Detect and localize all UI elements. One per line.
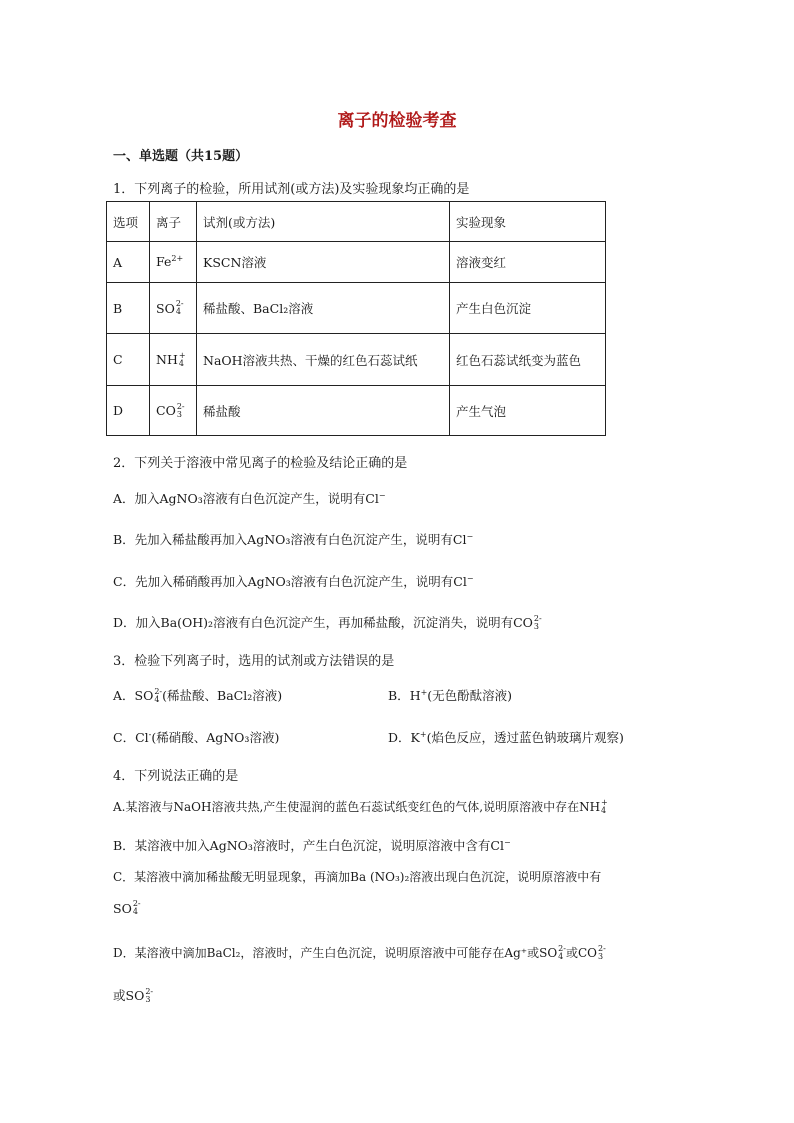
table-row (107, 386, 606, 436)
option-cell: C (107, 334, 150, 386)
question-3-option-b: B．H+(无色酚酞溶液) (388, 687, 513, 703)
question-2-stem: 2．下列关于溶液中常见离子的检验及结论正确的是 (113, 456, 408, 471)
reagent-cell: NaOH溶液共热、干燥的红色石蕊试纸 (197, 334, 450, 386)
question-2-option-c: C．先加入稀硝酸再加入AgNO₃溶液有白色沉淀产生，说明有Cl− (113, 573, 474, 589)
question-2-option-a: A．加入AgNO₃溶液有白色沉淀产生，说明有Cl− (113, 490, 386, 506)
table-header: 选项 (107, 202, 150, 242)
question-4-option-d-cont: 或 SO 2- 3 (113, 986, 154, 1004)
question-2-option-d: D．加入Ba(OH)₂溶液有白色沉淀产生，再加稀盐酸，沉淀消失，说明有 CO 2- 3 (113, 613, 542, 631)
result-cell: 产生气泡 (450, 386, 606, 436)
ion-cell: SO 2- 4 (150, 283, 197, 334)
ion-cell: NH + 4 (150, 334, 197, 386)
ion-test-table (106, 201, 606, 436)
result-cell: 产生白色沉淀 (450, 283, 606, 334)
table-header: 试剂(或方法) (197, 202, 450, 242)
question-3-stem: 3．检验下列离子时，选用的试剂或方法错误的是 (113, 654, 395, 669)
page-title: 离子的检验考查 (337, 111, 457, 131)
table-row (107, 334, 606, 386)
table-row (107, 283, 606, 334)
question-4-option-c-ion: SO 2- 4 (113, 899, 141, 916)
table-header-row (107, 202, 606, 242)
question-4-option-b: B．某溶液中加入AgNO₃溶液时，产生白色沉淀，说明原溶液中含有Cl− (113, 837, 511, 853)
result-cell: 红色石蕊试纸变为蓝色 (450, 334, 606, 386)
table-header: 离子 (150, 202, 197, 242)
result-cell: 溶液变红 (450, 242, 606, 283)
table-header: 实验现象 (450, 202, 606, 242)
ion-cell: CO 2- 3 (150, 386, 197, 436)
option-cell: A (107, 242, 150, 283)
reagent-cell: KSCN溶液 (197, 242, 450, 283)
question-3-option-d: D．K+(焰色反应，透过蓝色钠玻璃片观察) (388, 729, 624, 745)
reagent-cell: 稀盐酸 (197, 386, 450, 436)
option-cell: B (107, 283, 150, 334)
table-row (107, 242, 606, 283)
question-3-option-a: A． SO 2- 4 (稀盐酸、BaCl₂溶液) (113, 686, 283, 704)
option-cell: D (107, 386, 150, 436)
question-1-stem: 1．下列离子的检验，所用试剂(或方法)及实验现象均正确的是 (113, 182, 470, 197)
question-3-option-c: C．Cl-(稀硝酸、AgNO₃溶液) (113, 729, 280, 745)
question-4-option-c: C．某溶液中滴加稀盐酸无明显现象，再滴加Ba (NO₃)₂溶液出现白色沉淀，说明原溶液中有 (113, 870, 602, 884)
question-4-option-a: A.某溶液与NaOH溶液共热,产生使湿润的蓝色石蕊试纸变红色的气体,说明原溶液中存在 NH + 4 (113, 798, 608, 815)
question-2-option-b: B．先加入稀盐酸再加入AgNO₃溶液有白色沉淀产生，说明有Cl− (113, 531, 474, 547)
reagent-cell: 稀盐酸、BaCl₂溶液 (197, 283, 450, 334)
question-4-stem: 4．下列说法正确的是 (113, 769, 239, 784)
question-4-option-d: D．某溶液中滴加BaCl₂，溶液时，产生白色沉淀，说明原溶液中可能存在Ag⁺或 SO 2- 4 或 CO 2- 3 (113, 944, 606, 961)
section-heading: 一、单选题（共15题） (113, 149, 249, 164)
ion-cell: $Fe^{2+}$ (150, 242, 197, 283)
